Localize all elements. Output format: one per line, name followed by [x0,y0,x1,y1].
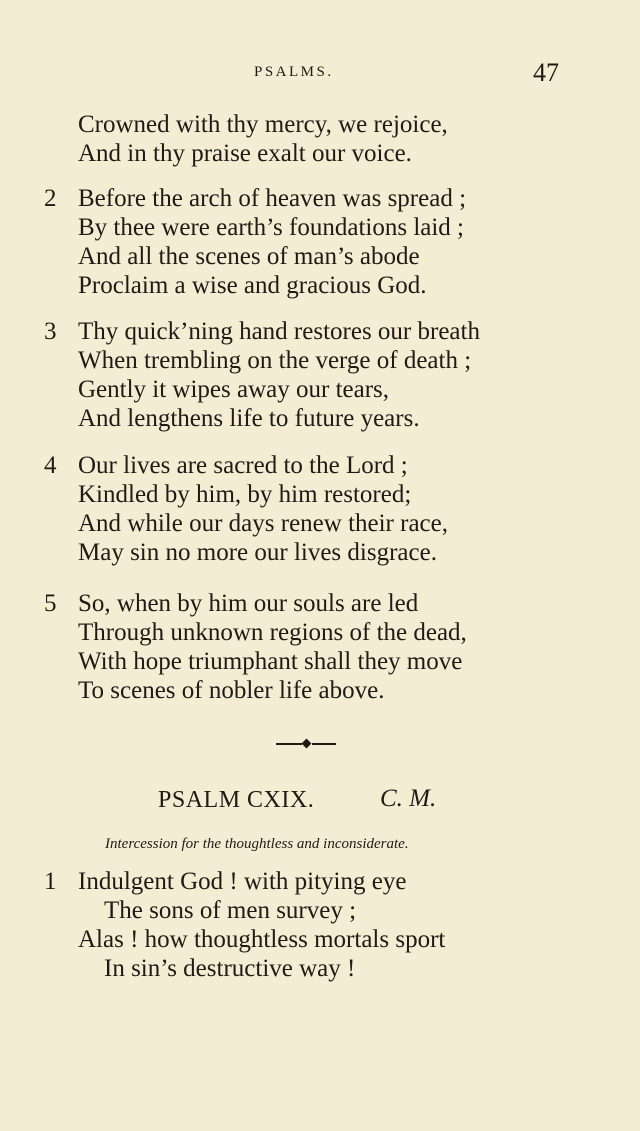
verse-line: So, when by him our souls are led [78,590,419,617]
verse-line: Through unknown regions of the dead, [78,619,467,646]
verse-line: Alas ! how thoughtless mortals sport [78,926,446,953]
verse-line: Crowned with thy mercy, we rejoice, [78,111,448,138]
rule-left [276,743,302,745]
running-title: PSALMS. [254,64,334,80]
verse-line: Our lives are sacred to the Lord ; [78,452,408,479]
verse-line: To scenes of nobler life above. [78,677,385,704]
psalm-meter: C. M. [380,785,437,812]
verse-line: When trembling on the verge of death ; [78,347,472,374]
stanza-number: 5 [44,590,57,617]
verse-line: And all the scenes of man’s abode [78,243,420,270]
verse-line: With hope triumphant shall they move [78,648,463,675]
verse-line: Indulgent God ! with pitying eye [78,868,407,895]
page-number: 47 [533,58,559,87]
verse-line: Gently it wipes away our tears, [78,376,390,403]
verse-line: And lengthens life to future years. [78,405,420,432]
stanza-number: 3 [44,318,57,345]
rule-diamond [302,739,312,749]
verse-line: Before the arch of heaven was spread ; [78,185,467,212]
verse-line: In sin’s destructive way ! [104,955,356,982]
verse-line: And while our days renew their race, [78,510,448,537]
verse-line: By thee were earth’s foundations laid ; [78,214,464,241]
verse-line: Kindled by him, by him restored; [78,481,412,508]
verse-line: The sons of men survey ; [104,897,357,924]
verse-line: And in thy praise exalt our voice. [78,140,412,167]
psalm-title: PSALM CXIX. [158,787,315,813]
stanza-number: 2 [44,185,57,212]
verse-line: Proclaim a wise and gracious God. [78,272,427,299]
ornamental-rule-icon [276,738,336,750]
running-head [0,58,640,88]
stanza-number: 4 [44,452,57,479]
rule-right [312,743,336,745]
stanza-number: 1 [44,868,57,895]
verse-line: May sin no more our lives disgrace. [78,539,437,566]
psalm-subtitle: Intercession for the thoughtless and inconsiderate. [105,836,409,852]
verse-line: Thy quick’ning hand restores our breath [78,318,480,345]
